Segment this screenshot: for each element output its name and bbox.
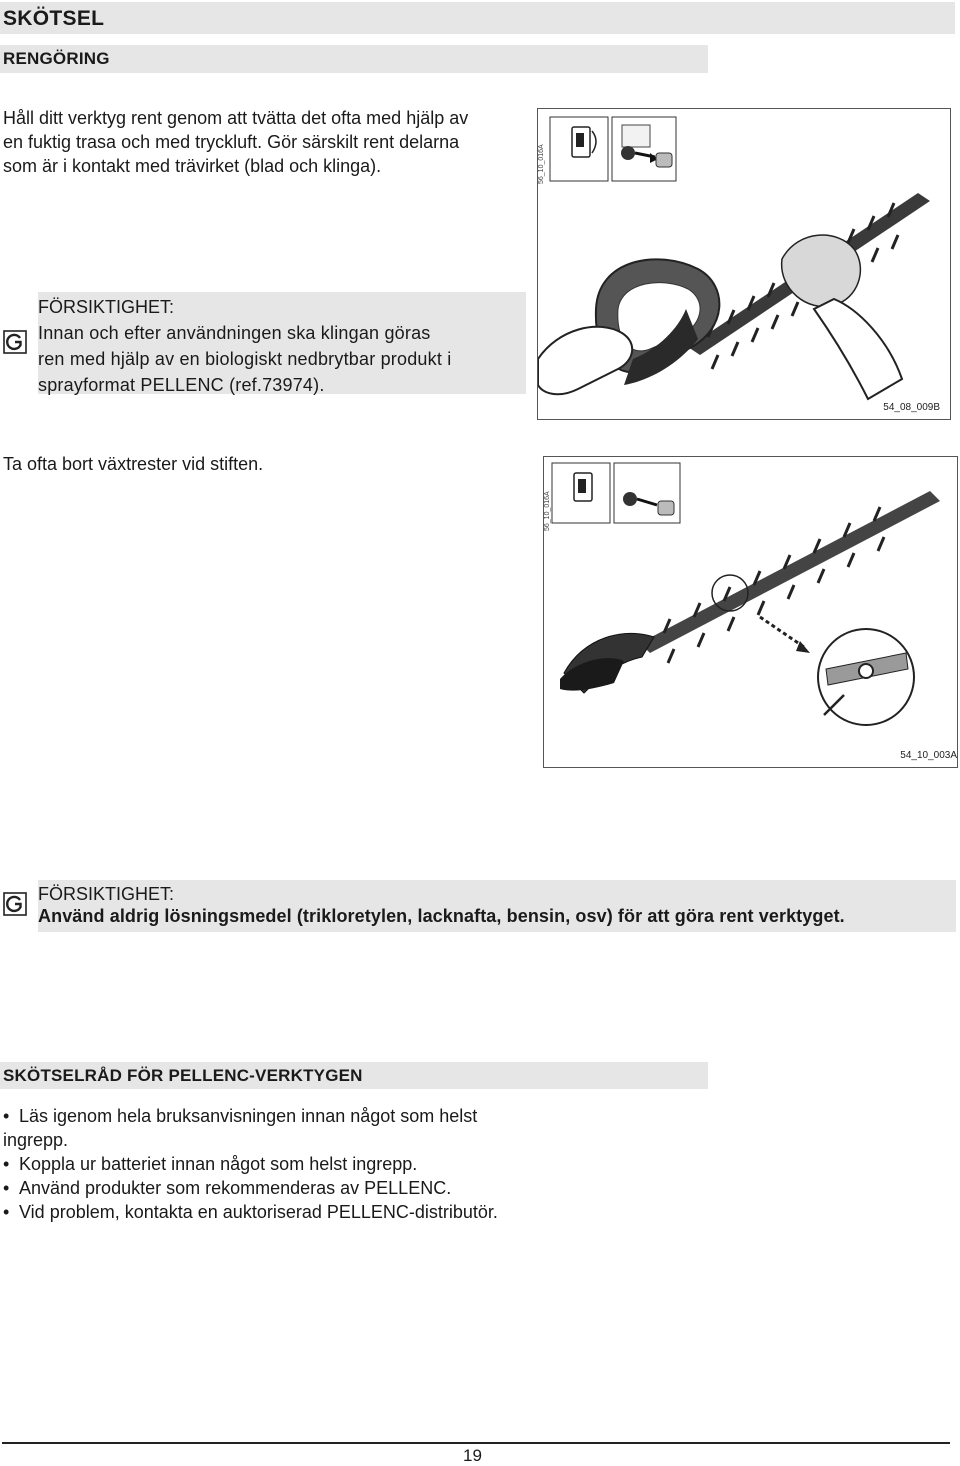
hedge-trimmer-cleaning-illustration	[538, 109, 950, 419]
page-title: SKÖTSEL	[3, 7, 105, 30]
page-number: 19	[463, 1446, 482, 1465]
caution-text-2: Använd aldrig lösningsmedel (trikloretylen, lacknafta, bensin, osv) för att göra rent verktyget.	[38, 906, 845, 926]
caution-box-2	[38, 880, 956, 932]
warning-icon	[3, 330, 27, 359]
section-heading-tips	[0, 1062, 708, 1089]
section-heading-cleaning	[0, 45, 708, 73]
tips-list	[3, 1104, 563, 1224]
pins-instruction: Ta ofta bort växtrester vid stiften.	[3, 454, 264, 474]
unplug-battery-icon	[612, 117, 676, 181]
glove-warning-icon	[3, 330, 27, 354]
list-item: • Använd produkter som rekommenderas av PELLENC.	[3, 1178, 452, 1198]
hedge-trimmer-pins-illustration	[544, 457, 957, 767]
list-item: • Koppla ur batteriet innan något som helst ingrepp.	[3, 1154, 418, 1174]
section-title-tips: SKÖTSELRÅD FÖR PELLENC-VERKTYGEN	[3, 1066, 363, 1085]
figure-clean-pins: 56_10_016A 54_10_003A	[543, 456, 958, 768]
caution-title-2: FÖRSIKTIGHET:	[38, 884, 175, 904]
cleaning-intro: Håll ditt verktyg rent genom att tvätta det ofta med hjälp av en fuktig trasa och med tryckluft. Gör särskilt rent delarna som är i kontakt med trävirket (blad och klinga).	[3, 108, 469, 176]
power-switch-icon	[550, 117, 608, 181]
glove-warning-icon	[3, 892, 27, 916]
footer-divider	[2, 1442, 950, 1444]
figure-cleaning-blade: 56_10_016A 54_08_009B	[537, 108, 951, 420]
unplug-battery-icon	[614, 463, 680, 523]
power-switch-icon	[552, 463, 610, 523]
caution-title: FÖRSIKTIGHET:	[38, 297, 175, 317]
figure-ref-1: 54_08_009B	[883, 402, 940, 413]
list-item: • Läs igenom hela bruksanvisningen innan något som helst ingrepp.	[3, 1106, 478, 1150]
warning-icon-2	[3, 892, 27, 921]
caution-box-1	[38, 292, 526, 394]
page-header	[0, 2, 955, 34]
caution-text: Innan och efter användningen ska klingan göras ren med hjälp av en biologiskt nedbrytbar produkt i sprayformat PELLENC (ref.73974).	[38, 323, 452, 395]
figure-ref-2: 54_10_003A	[900, 750, 957, 761]
list-item: • Vid problem, kontakta en auktoriserad PELLENC-distributör.	[3, 1202, 498, 1222]
section-title-cleaning: RENGÖRING	[3, 49, 110, 68]
